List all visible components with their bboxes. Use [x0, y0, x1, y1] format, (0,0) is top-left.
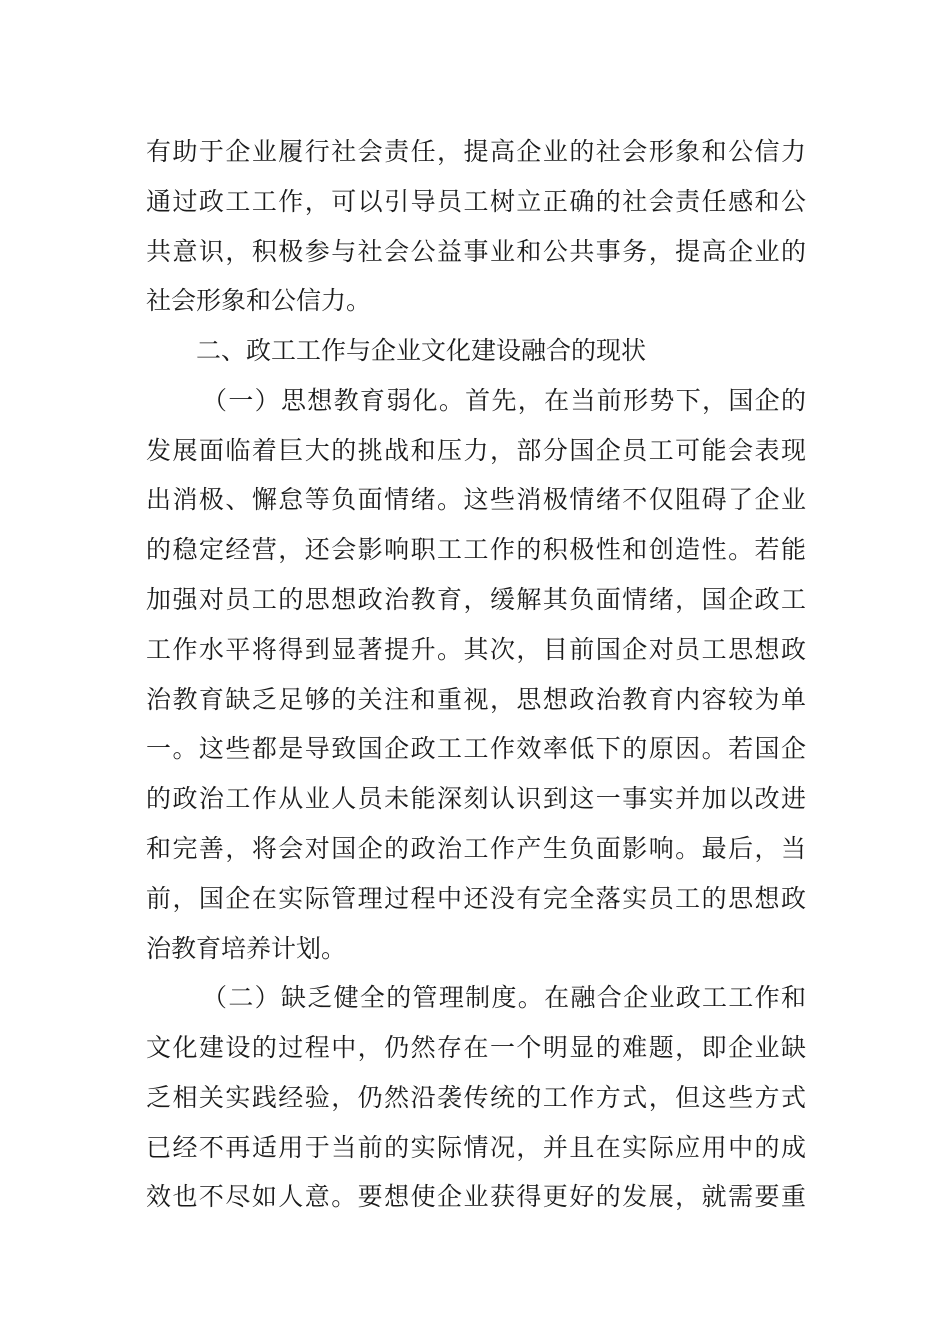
text-line: 前，国企在实际管理过程中还没有完全落实员工的思想政: [146, 884, 806, 913]
subsection-heading-line: （二）缺乏健全的管理制度。在融合企业政工工作和: [202, 983, 806, 1012]
text-line: 效也不尽如人意。要想使企业获得更好的发展，就需要重: [146, 1182, 806, 1211]
text-line: 乏相关实践经验，仍然沿袭传统的工作方式，但这些方式: [146, 1083, 806, 1112]
subsection-heading-line: （一）思想教育弱化。首先，在当前形势下，国企的: [202, 386, 806, 415]
text-line: 出消极、懈怠等负面情绪。这些消极情绪不仅阻碍了企业: [146, 485, 806, 514]
text-line: 通过政工工作，可以引导员工树立正确的社会责任感和公: [146, 187, 806, 216]
section-heading: 二、政工工作与企业文化建设融合的现状: [196, 336, 647, 365]
text-line: 社会形象和公信力。: [146, 286, 372, 315]
text-line: 有助于企业履行社会责任，提高企业的社会形象和公信力: [146, 137, 806, 166]
text-line: 共意识，积极参与社会公益事业和公共事务，提高企业的: [146, 237, 806, 266]
text-line: 发展面临着巨大的挑战和压力，部分国企员工可能会表现: [146, 436, 806, 465]
text-line: 的稳定经营，还会影响职工工作的积极性和创造性。若能: [146, 535, 806, 564]
text-line: 的政治工作从业人员未能深刻认识到这一事实并加以改进: [146, 784, 806, 813]
text-line: 治教育培养计划。: [146, 934, 347, 963]
text-line: 一。这些都是导致国企政工工作效率低下的原因。若国企: [146, 734, 806, 763]
text-line: 和完善，将会对国企的政治工作产生负面影响。最后，当: [146, 834, 806, 863]
text-line: 文化建设的过程中，仍然存在一个明显的难题，即企业缺: [146, 1033, 806, 1062]
text-line: 工作水平将得到显著提升。其次，目前国企对员工思想政: [146, 635, 806, 664]
text-line: 已经不再适用于当前的实际情况，并且在实际应用中的成: [146, 1133, 806, 1162]
text-line: 治教育缺乏足够的关注和重视，思想政治教育内容较为单: [146, 685, 806, 714]
text-line: 加强对员工的思想政治教育，缓解其负面情绪，国企政工: [146, 585, 806, 614]
